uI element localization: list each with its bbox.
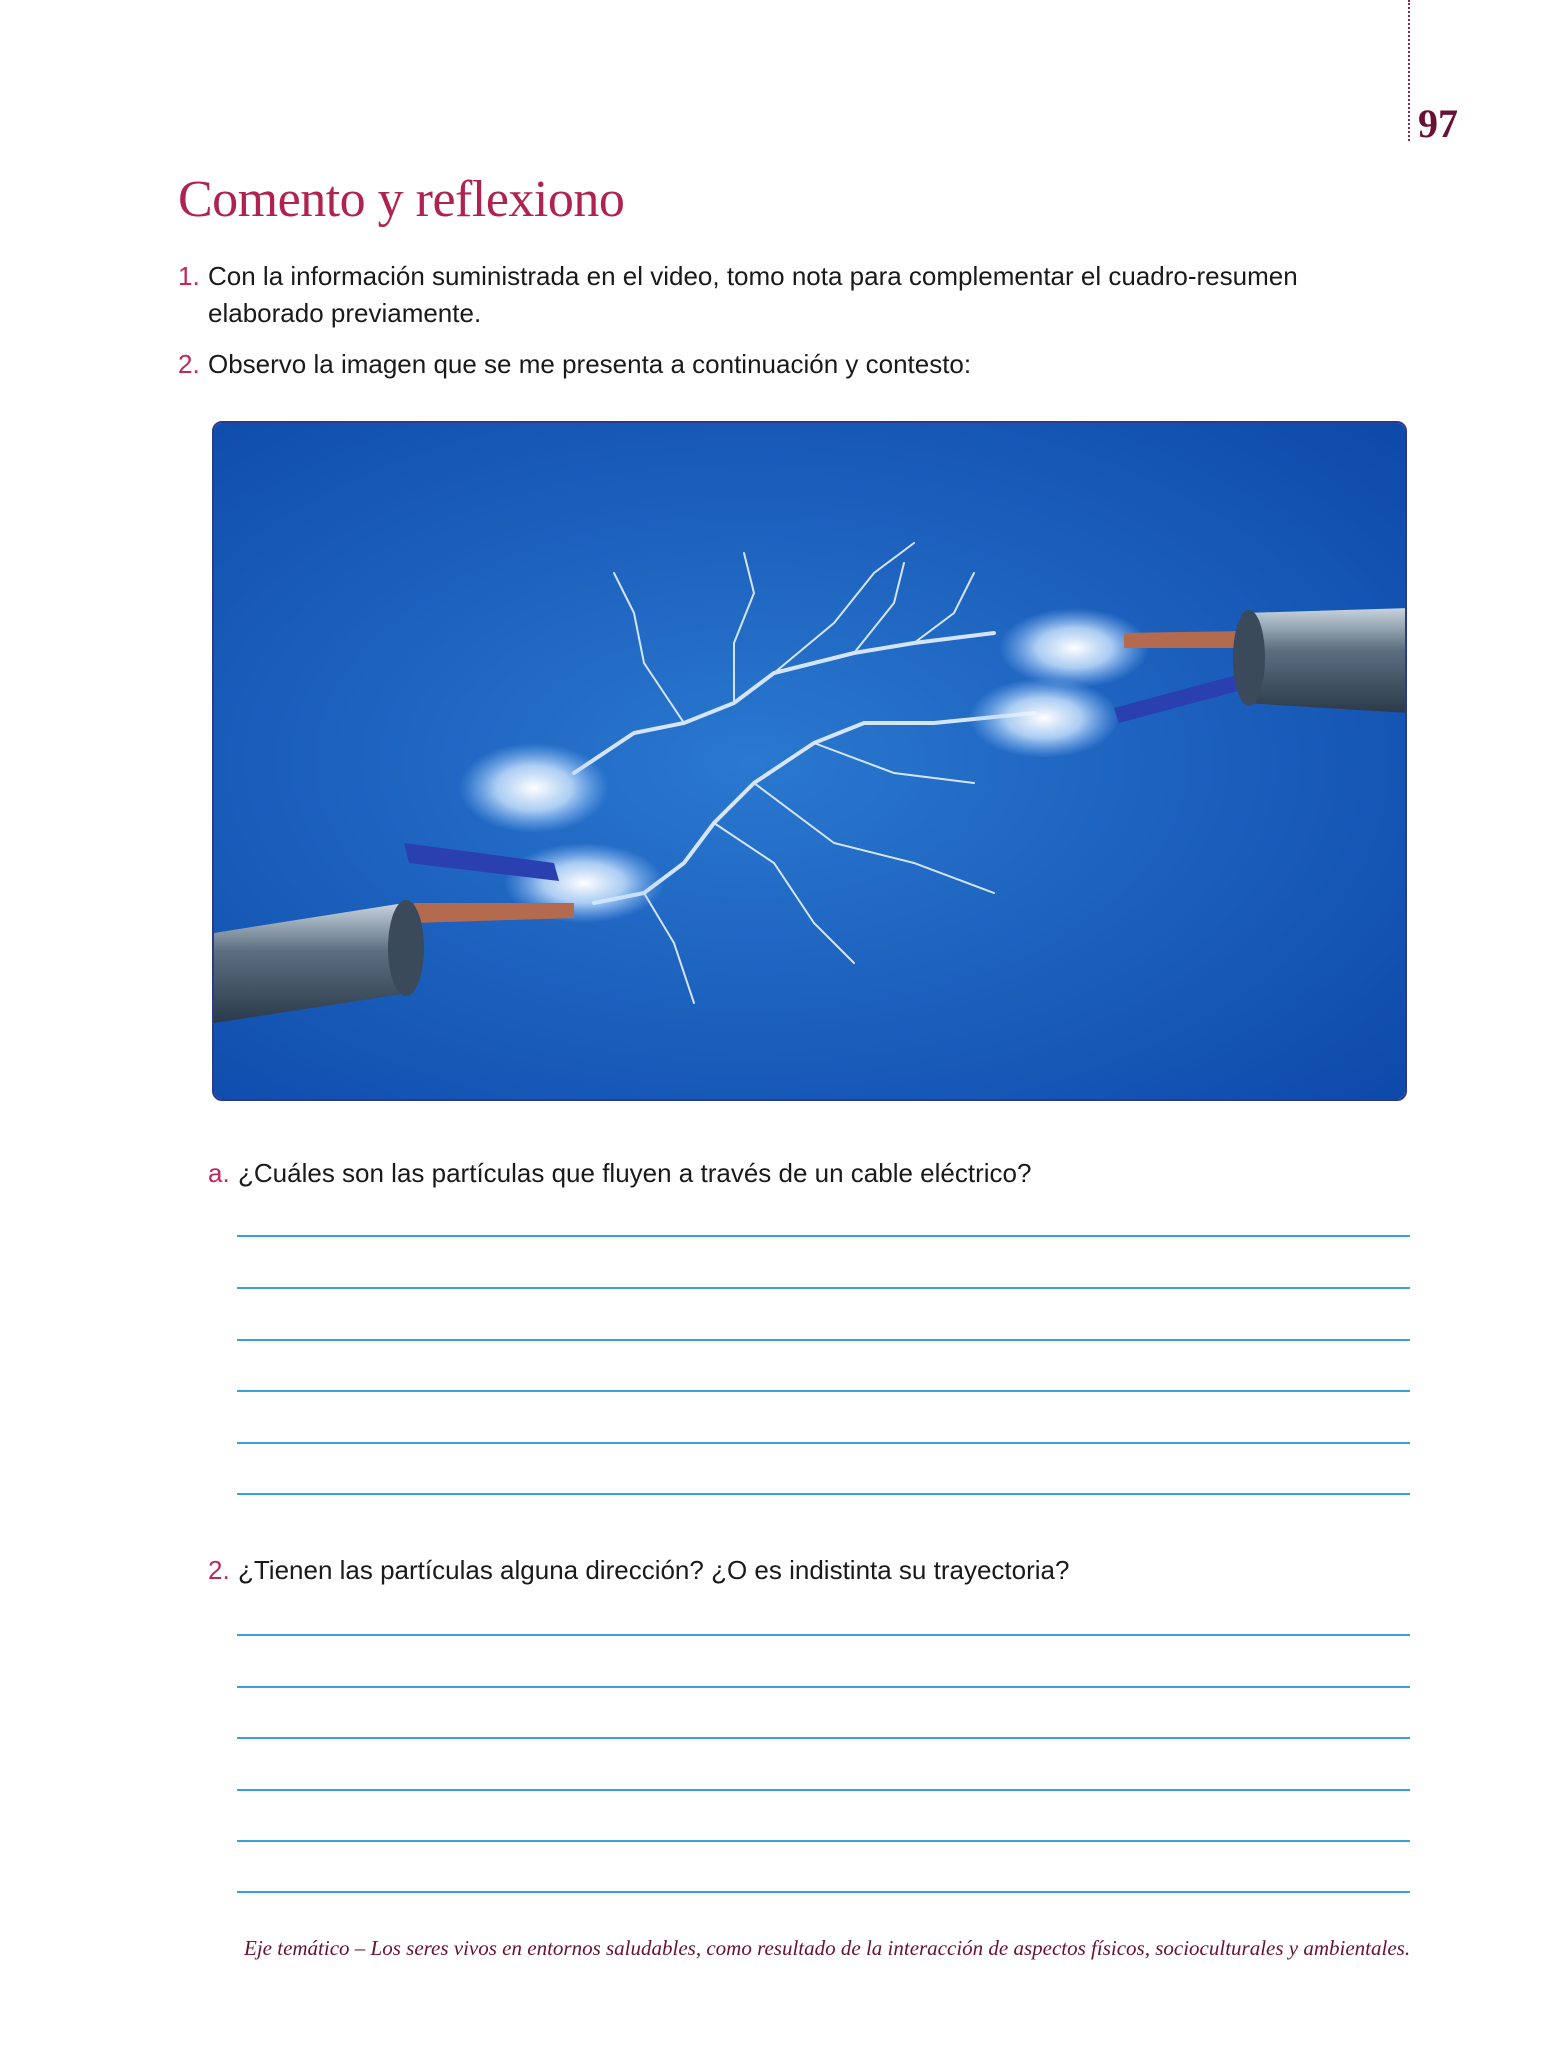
question-number: a.: [208, 1158, 230, 1188]
question-2: [208, 1555, 1069, 1586]
question-number: 2.: [208, 1555, 230, 1585]
page-number: 97: [1418, 101, 1458, 146]
electric-cables-photo: [212, 421, 1407, 1101]
item-number: 2.: [178, 349, 200, 379]
answer-line[interactable]: [237, 1235, 1410, 1237]
item-text: Observo la imagen que se me presenta a continuación y contesto:: [208, 349, 972, 379]
instruction-1: [178, 258, 1418, 332]
answer-line[interactable]: [237, 1737, 1410, 1739]
answer-line[interactable]: [237, 1840, 1410, 1842]
answer-line[interactable]: [237, 1634, 1410, 1636]
item-text: Con la información suministrada en el video, tomo nota para complementar el cuadro-resumen: [208, 261, 1298, 291]
answer-line[interactable]: [237, 1891, 1410, 1893]
answer-line[interactable]: [237, 1493, 1410, 1495]
answer-line[interactable]: [237, 1789, 1410, 1791]
item-number: 1.: [178, 261, 200, 291]
item-text-cont: elaborado previamente.: [208, 298, 482, 328]
instruction-2: [178, 346, 1418, 383]
question-text: ¿Tienen las partículas alguna dirección? ¿O es indistinta su trayectoria?: [238, 1555, 1070, 1585]
question-text: ¿Cuáles son las partículas que fluyen a través de un cable eléctrico?: [238, 1158, 1032, 1188]
answer-line[interactable]: [237, 1390, 1410, 1392]
answer-line[interactable]: [237, 1686, 1410, 1688]
footer-thematic-axis: Eje temático – Los seres vivos en entornos saludables, como resultado de la interacción de aspectos físicos, socioculturales y ambientales.: [244, 1936, 1411, 1960]
answer-line[interactable]: [237, 1339, 1410, 1341]
section-title: Comento y reflexiono: [178, 171, 625, 228]
answer-line[interactable]: [237, 1287, 1410, 1289]
margin-divider: [1408, 0, 1410, 141]
answer-line[interactable]: [237, 1442, 1410, 1444]
question-a: [208, 1158, 1031, 1189]
